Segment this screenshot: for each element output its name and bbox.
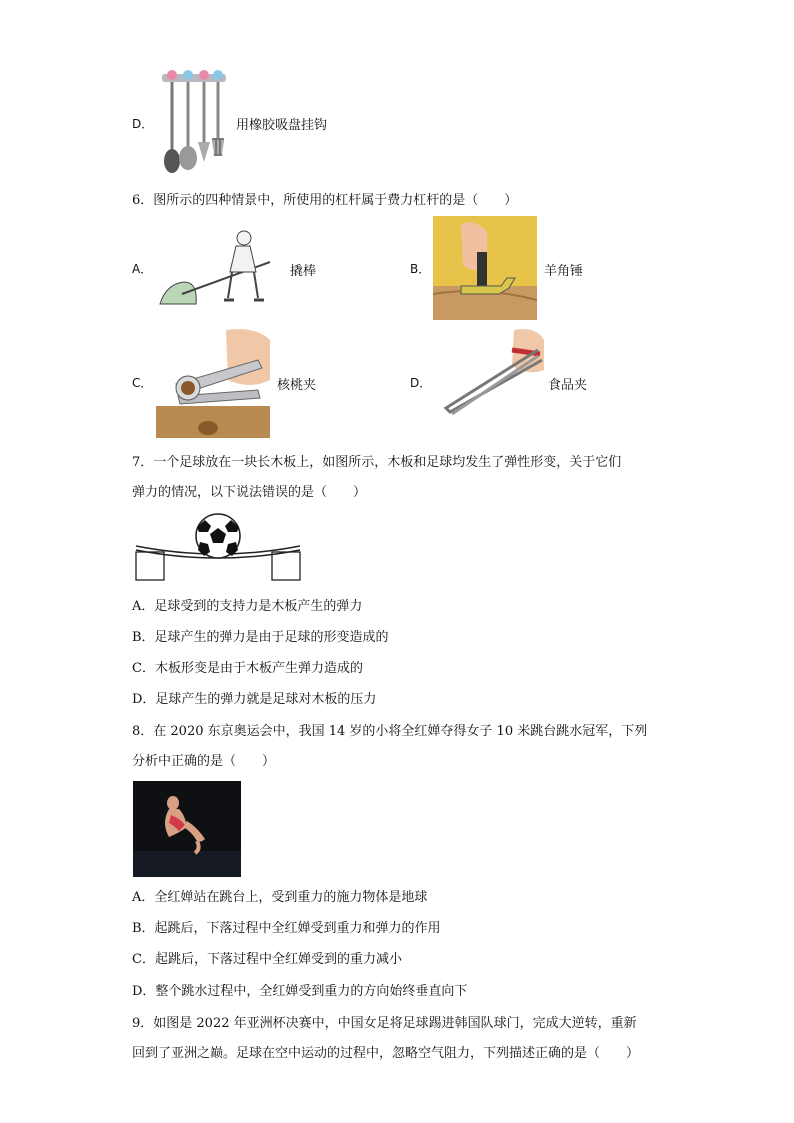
crowbar-image (158, 228, 274, 308)
q8-option-b: B．起跳后，下落过程中全红婵受到重力和弹力的作用 (132, 921, 441, 936)
q7-stem-line2: 弹力的情况，以下说法错误的是（ ） (132, 485, 367, 500)
q6-option-a-label: 撬棒 (290, 264, 317, 279)
q8-option-d: D．整个跳水过程中，全红婵受到重力的方向始终垂直向下 (132, 984, 468, 999)
q9-stem-line2: 回到了亚洲之巅。足球在空中运动的过程中，忽略空气阻力，下列描述正确的是（ ） (132, 1046, 640, 1061)
q6-option-c-label: 核桃夹 (277, 378, 317, 393)
q7-option-d: D．足球产生的弹力就是足球对木板的压力 (132, 692, 377, 707)
q7-option-c: C．木板形变是由于木板产生弹力造成的 (132, 661, 363, 676)
q5-option-d-label: 用橡胶吸盘挂钩 (236, 118, 328, 133)
q9-stem-line1: 9．如图是 2022 年亚洲杯决赛中，中国女足将足球踢进韩国队球门，完成大逆转，重新 (132, 1016, 637, 1031)
q8-option-a: A．全红婵站在跳台上，受到重力的施力物体是地球 (132, 890, 428, 905)
q8-stem-line1: 8．在 2020 东京奥运会中，我国 14 岁的小将全红婵夺得女子 10 米跳台跳水冠军，下列 (132, 724, 648, 739)
nutcracker-image (156, 326, 270, 438)
q8-option-c: C．起跳后，下落过程中全红婵受到的重力减小 (132, 952, 402, 967)
q6-stem: 6．图所示的四种情景中，所使用的杠杆属于费力杠杆的是（ ） (132, 193, 518, 208)
q6-option-d-letter: D． (410, 376, 432, 390)
football-on-board-diagram (134, 512, 302, 584)
q7-option-a: A．足球受到的支持力是木板产生的弹力 (132, 599, 363, 614)
food-tongs-image (440, 328, 544, 420)
q7-stem-line1: 7．一个足球放在一块长木板上，如图所示，木板和足球均发生了弹性形变，关于它们 (132, 455, 622, 470)
q6-option-b-letter: B． (410, 262, 431, 276)
q6-option-d-label: 食品夹 (548, 378, 588, 393)
q6-option-a-letter: A． (132, 262, 153, 276)
q8-stem-line2: 分析中正确的是（ ） (132, 754, 276, 769)
q6-option-c-letter: C． (132, 376, 153, 390)
suction-hook-image (158, 66, 230, 176)
diver-photo (133, 781, 241, 877)
q6-option-b-label: 羊角锤 (544, 264, 584, 279)
claw-hammer-image (433, 216, 537, 320)
q7-option-b: B．足球产生的弹力是由于足球的形变造成的 (132, 630, 389, 645)
q5-option-d-letter: D． (132, 117, 154, 131)
